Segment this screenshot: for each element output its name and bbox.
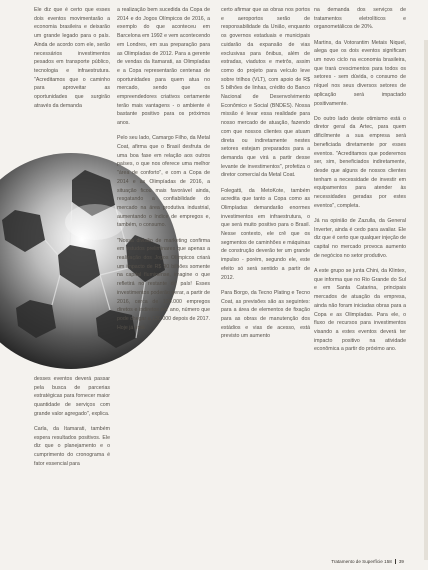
page-footer — [331, 559, 404, 564]
paragraph: Para Borgo, da Tecno Plating e Tecno Coat, as previsões são as seguintes: para a área de elementos de fixação para as obras de manutenção dos estádios e vias de acesso, está previsto um aumento — [221, 289, 310, 340]
column-4 — [314, 6, 406, 361]
publication-name: Tratamento de Superfície — [331, 558, 383, 564]
column-2 — [117, 6, 210, 339]
paragraph: Ele diz que é certo que esses dois eventos movimentarão a economia brasileira e deixarão um grande legado para o país. Ainda de acordo com ele, serão necessários investimentos pesados em transporte público, tecnologia e infraestrutura. "Acreditamos que o caminho para aproveitar as oportunidades que surgirão através da demanda — [34, 7, 110, 109]
paragraph: a realização bem sucedida da Copa de 2014 e do Jogos Olímpicos de 2016, a exemplo do que aconteceu em Barcelona em 1992 e vem acontecendo em Londres, em sua preparação para as Olimpíadas de 2012. Para a gerente de vendas da Itamarati, as Olimpíadas e a Copa representarão centenas de oportunidades para quem atua no mercado, sendo que os empreendedores criativos certamente terão mais vantagens - o ambiente é bastante positivo para os próximos anos. — [117, 7, 210, 127]
paragraph: Carla, da Itamarati, também espera resultados positivos. Ele diz que o planejamento e o cumprimento do cronograma é fator essencial para — [34, 426, 110, 467]
page-edge-shadow — [424, 40, 428, 560]
paragraph: Martins, da Votorantim Metais Niquel, alega que os dois eventos significam um novo ciclo na economia brasileira, que trará crescimentos para todos os setores - sem dúvida, o consumo de níquel nos seus diversos setores de aplicação será impactado positivamente. — [314, 39, 406, 107]
paragraph: Folegatti, da MetoKote, também acredita que tanto a Copa como as Olimpíadas demandarão enormes investimentos em infraestrutura, o que será muito positivo para o Brasil. Nesse contexto, ele crê que os segmentos de caminhões e máquinas de construção deverão ter um grande impulso - porém, segundo ele, este efeito só será sentido a partir de 2012. — [221, 187, 310, 281]
paragraph: na demanda dos serviços de tratamentos eletrolíticos e organometálicos de 20%. — [314, 7, 406, 31]
column-3 — [221, 6, 310, 348]
footer-separator — [395, 559, 396, 564]
page-number: 39 — [398, 558, 404, 564]
column-1 — [34, 6, 110, 117]
paragraph: Do outro lado deste otimismo está o diretor geral da Artec, para quem dificilmente a sua empresa será beneficiada diretamente por esses eventos. "Acreditamos que poderemos ser, sim, beneficiados indiretamente, desde que alguns de nossos clientes tenham a necessidade de investir em equipamentos para atender às necessidades geradas por estes eventos", completa. — [314, 115, 406, 209]
paragraph: "Nossa divisão de marketing confirma em estudos preliminares que apenas a realização dos Jogos Olímpicos criará um impacto de R$ 90 bilhões somente na capital fluminense, imagine o que refletirá no restante do país! Esses investimentos poderão gerar, a partir de 2016, cerca de 120.000 empregos diretos e indiretos por ano, número que pode chegar a 130.000 depois de 2017. Hoje já está — [117, 237, 210, 331]
paragraph: desses eventos deverá passar pela busca de parcerias estratégicas para fornecer maior quantidade de serviços com grande valor agregado", explica. — [34, 376, 110, 417]
column-1-continued — [34, 375, 110, 475]
paragraph: Já na opinião de Zazulla, da General Inverter, ainda é cedo para avaliar. Ele diz que é certo que qualquer injeção de capital no mercado provoca aumento de negócios no setor produtivo. — [314, 217, 406, 259]
paragraph: certo afirmar que as obras nos portos e aeroportos serão de responsabilidade da União, enquanto os governos estaduais e municipais cuidarão da expansão de vias exclusivas para ônibus, além de estradas, viadutos e metrôs, assim como do projeto para veículo leve sobre trilhos (VLT), com apoio de R$ 5 bilhões de linhas, crédito do Banco Nacional de Desenvolvimento Econômico e Social (BNDES). Nossa missão é levar essa realidade para nosso mercado de atuação, fazendo com que nossos clientes que atuam direta ou indiretamente nestes setores estejam preparados para a demanda que virá a partir desse levante de investimentos", profetiza o diretor comercial da Metal Coat. — [221, 7, 310, 179]
issue-number: 158 — [384, 558, 392, 564]
paragraph: A este grupo se junta Chini, da Klintex, que informa que no Rio Grande do Sul e em Santa Catarina, principais mercados de atuação da empresa, ainda não foram iniciadas obras para a Copa e as Olimpíadas. Para ele, o fluxo de recursos para investimentos visando a estes eventos deverá ter impacto positivo na atividade econômica a partir do próximo ano. — [314, 267, 406, 353]
paragraph: Pelo seu lado, Camargo Filho, da Metal Coat, afirma que o Brasil desfruta de uma boa fase em relação aos outros países, o que nos oferece uma melhor "área de conforto", e com a Copa de 2014 e as Olimpíadas de 2016, a situação ficou mais favorável ainda, resgatando a confiabilidade do mercado na área produtiva industrial, aumentando o índice de empregos e, também, o consumo. — [117, 135, 210, 229]
